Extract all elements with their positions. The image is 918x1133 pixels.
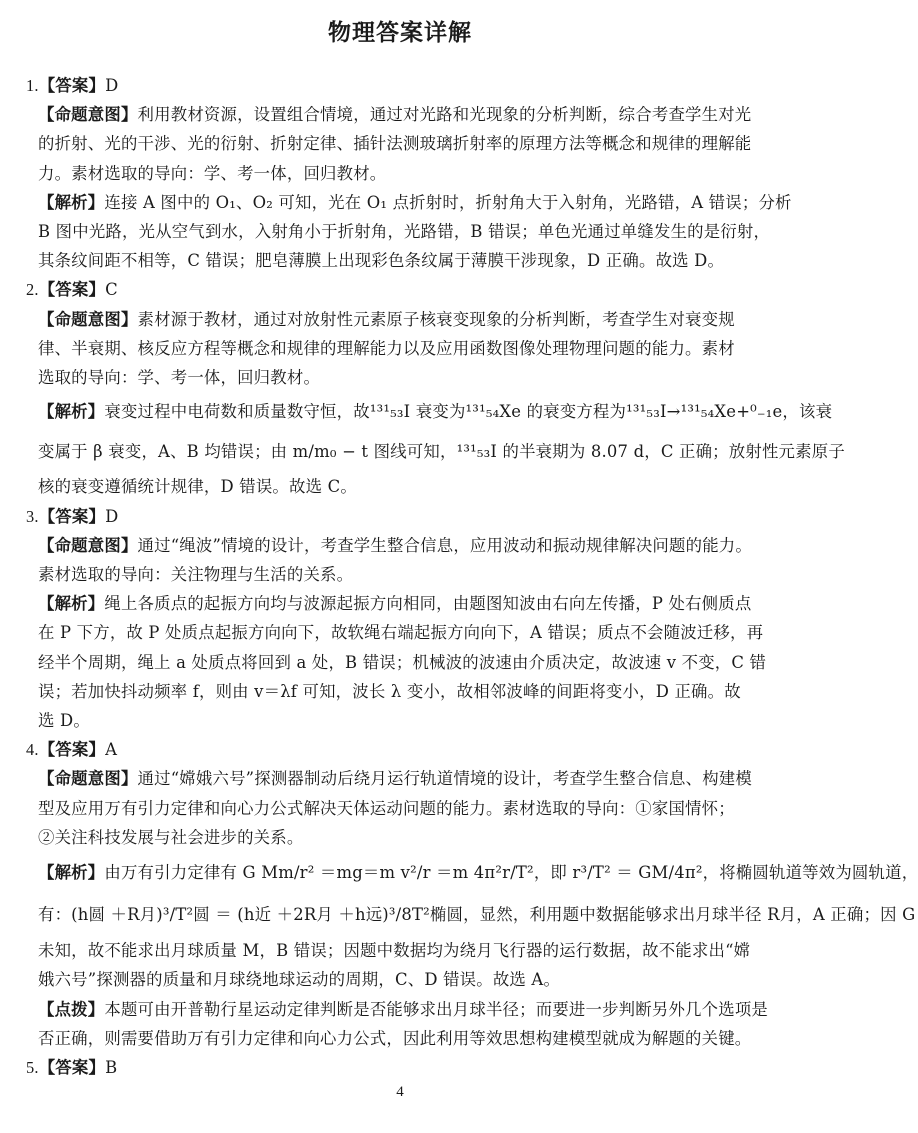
- question-number: 2.: [26, 280, 39, 300]
- line-text: 有：(h圆 ＋R月)³/T²圆 ＝ (h近 ＋2R月 ＋h远)³/8T²椭圆，显然，利用题中数据能够求出月球半径 R月，A 正确；因 G: [38, 905, 916, 925]
- line-text: 【命题意图】利用教材资源，设置组合情境，通过对光路和光现象的分析判断，综合考查学生对光: [38, 105, 752, 125]
- question-answer-line: [26, 278, 778, 301]
- explanation-line: [26, 395, 833, 429]
- explanation-line: [26, 998, 778, 1021]
- line-text: 【解析】绳上各质点的起振方向均与波源起振方向相同，由题图知波由右向左传播，P 处右侧质点: [38, 594, 752, 614]
- answer-content: [26, 74, 918, 1085]
- explanation-line: [26, 220, 778, 243]
- line-text: 型及应用万有引力定律和向心力公式解决天体运动问题的能力。素材选取的导向：①家国情怀；: [38, 798, 735, 818]
- line-text: 误；若加快抖动频率 f，则由 v＝λf 可知，波长 λ 变小，故相邻波峰的间距将变小，D 正确。故: [38, 681, 741, 701]
- explanation-line: [26, 939, 778, 962]
- page-title: 物理答案详解: [328, 20, 472, 46]
- line-text: 选 D。: [38, 710, 90, 730]
- explanation-line: [26, 475, 778, 498]
- line-text: 经半个周期，绳上 a 处质点将回到 a 处，B 错误；机械波的波速由介质决定，故波速 v 不变，C 错: [38, 652, 767, 672]
- line-text: 【命题意图】素材源于教材，通过对放射性元素原子核衰变现象的分析判断，考查学生对衰变规: [38, 309, 735, 329]
- explanation-line: [26, 592, 778, 615]
- line-text: 未知，故不能求出月球质量 M，B 错误；因题中数据均为绕月飞行器的运行数据，故不能求出“嫦: [38, 941, 751, 961]
- line-text: 在 P 下方，故 P 处质点起振方向向下，故软绳右端起振方向向下，A 错误；质点不会随波迁移，再: [38, 623, 764, 643]
- explanation-line: [26, 308, 778, 331]
- line-text: B 图中光路，光从空气到水，入射角小于折射角，光路错，B 错误；单色光通过单缝发生的是衍射，: [38, 221, 771, 241]
- line-text: 【答案】A: [38, 740, 118, 760]
- explanation-line: [26, 337, 778, 360]
- line-text: 【解析】连接 A 图中的 O₁、O₂ 可知，光在 O₁ 点折射时，折射角大于入射角，光路错，A 错误；分析: [38, 192, 792, 212]
- explanation-line: [26, 767, 778, 790]
- line-text: 否正确，则需要借助万有引力定律和向心力公式，因此利用等效思想构建模型就成为解题的关键。: [38, 1028, 752, 1048]
- explanation-line: [26, 249, 778, 272]
- question-answer-line: [26, 505, 778, 528]
- line-text: 力。素材选取的导向：学、考一体，回归教材。: [38, 163, 387, 183]
- line-text: 【答案】D: [38, 76, 119, 95]
- explanation-line: [26, 534, 778, 557]
- line-text: 【答案】D: [38, 506, 119, 526]
- question-answer-line: [26, 74, 778, 97]
- explanation-line: [26, 897, 916, 933]
- line-text: 选取的导向：学、考一体，回归教材。: [38, 367, 321, 387]
- line-text: 【解析】衰变过程中电荷数和质量数守恒，故¹³¹₅₃I 衰变为¹³¹₅₄Xe 的衰变方程为¹³¹₅₃I→¹³¹₅₄Xe+⁰₋₁e，该衰: [38, 402, 833, 422]
- line-text: 【命题意图】通过“嫦娥六号”探测器制动后绕月运行轨道情境的设计，考查学生整合信息、构建模: [38, 769, 752, 789]
- question-number: 1.: [26, 76, 39, 95]
- line-text: 【命题意图】通过“绳波”情境的设计，考查学生整合信息，应用波动和振动规律解决问题的能力。: [38, 535, 752, 555]
- explanation-line: [26, 132, 778, 155]
- page-number: 4: [396, 1084, 404, 1100]
- line-text: 【答案】C: [38, 280, 118, 300]
- line-text: 律、半衰期、核反应方程等概念和规律的理解能力以及应用函数图像处理物理问题的能力。素材: [38, 338, 735, 358]
- line-text: 【解析】由万有引力定律有 G Mm/r² ＝mg＝m v²/r ＝m 4π²r/T²，即 r³/T² ＝ GM/4π²，将椭圆轨道等效为圆轨道，: [38, 862, 918, 882]
- explanation-line: [26, 366, 778, 389]
- line-text: 的折射、光的干涉、光的衍射、折射定律、插针法测玻璃折射率的原理方法等概念和规律的理解能: [38, 134, 752, 154]
- explanation-line: [26, 563, 778, 586]
- question-answer-line: [26, 1056, 778, 1079]
- line-text: 核的衰变遵循统计规律，D 错误。故选 C。: [38, 477, 357, 497]
- line-text: 变属于 β 衰变，A、B 均错误；由 m/m₀ − t 图线可知，¹³¹₅₃I 的半衰期为 8.07 d，C 正确；放射性元素原子: [38, 442, 845, 462]
- question-answer-line: [26, 738, 778, 761]
- line-text: 【答案】B: [38, 1058, 118, 1077]
- explanation-line: [26, 103, 778, 126]
- explanation-line: [26, 191, 792, 214]
- explanation-line: [26, 680, 778, 703]
- explanation-line: [26, 651, 778, 674]
- explanation-line: [26, 968, 778, 991]
- line-text: 其条纹间距不相等，C 错误；肥皂薄膜上出现彩色条纹属于薄膜干涉现象，D 正确。故选 D。: [38, 251, 725, 271]
- line-text: ②关注科技发展与社会进步的关系。: [38, 827, 304, 847]
- explanation-line: [26, 797, 778, 820]
- line-text: 素材选取的导向：关注物理与生活的关系。: [38, 565, 354, 584]
- explanation-line: [26, 162, 778, 185]
- line-text: 【点拨】本题可由开普勒行星运动定律判断是否能够求出月球半径；而要进一步判断另外几个选项是: [38, 999, 768, 1019]
- explanation-line: [26, 621, 778, 644]
- line-text: 娥六号”探测器的质量和月球绕地球运动的周期，C、D 错误。故选 A。: [38, 970, 561, 990]
- question-number: 5.: [26, 1058, 39, 1077]
- explanation-line: [26, 826, 778, 849]
- explanation-line: [26, 855, 918, 891]
- explanation-line: [26, 709, 778, 732]
- explanation-line: [26, 435, 845, 469]
- question-number: 3.: [26, 506, 39, 526]
- question-number: 4.: [26, 740, 39, 760]
- explanation-line: [26, 1027, 778, 1050]
